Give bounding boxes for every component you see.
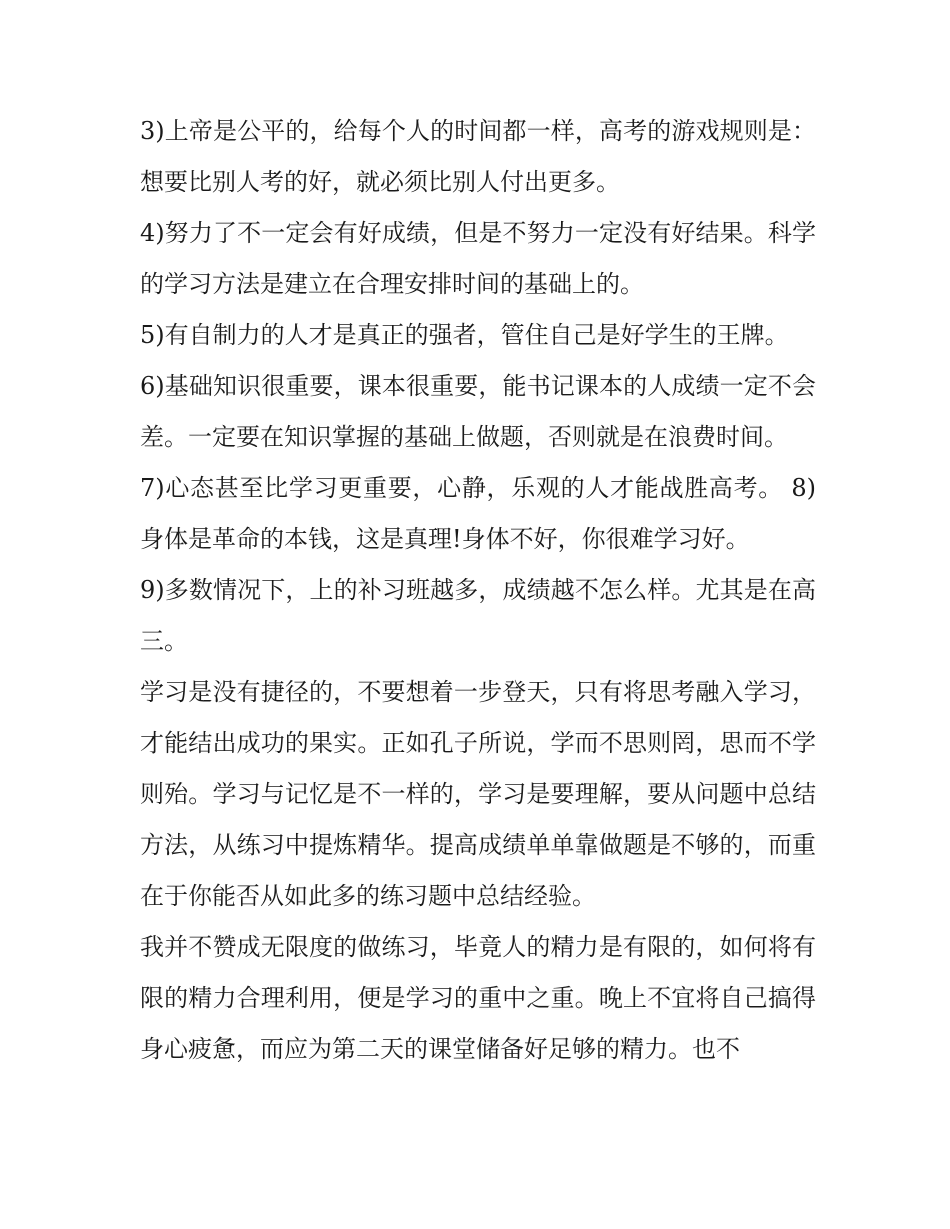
paragraph-item-6: 6)基础知识很重要，课本很重要，能书记课本的人成绩一定不会差。一定要在知识掌握的基础上做题，否则就是在浪费时间。 bbox=[140, 372, 816, 451]
paragraph-limited-energy: 我并不赞成无限度的做练习，毕竟人的精力是有限的，如何将有限的精力合理利用，便是学习的重中之重。晚上不宜将自己搞得身心疲惫，而应为第二天的课堂储备好足够的精力。也不 bbox=[140, 933, 816, 1063]
paragraph-item-4: 4)努力了不一定会有好成绩，但是不努力一定没有好结果。科学的学习方法是建立在合理安排时间的基础上的。 bbox=[140, 219, 816, 298]
paragraph-learning-no-shortcut: 学习是没有捷径的，不要想着一步登天，只有将思考融入学习，才能结出成功的果实。正如孔子所说，学而不思则罔，思而不学则殆。学习与记忆是不一样的，学习是要理解，要从问题中总结方法，从练习中提炼精华。提高成绩单单靠做题是不够的，而重在于你能否从如此多的练习题中总结经验。 bbox=[140, 678, 816, 910]
paragraph-item-5: 5)有自制力的人才是真正的强者，管住自己是好学生的王牌。 bbox=[140, 321, 789, 349]
paragraph-item-3: 3)上帝是公平的，给每个人的时间都一样，高考的游戏规则是：想要比别人考的好，就必须比别人付出更多。 bbox=[140, 117, 816, 196]
paragraph-item-9: 9)多数情况下，上的补习班越多，成绩越不怎么样。尤其是在高三。 bbox=[140, 576, 816, 655]
paragraph-item-7-8: 7)心态甚至比学习更重要，心静，乐观的人才能战胜高考。 8)身体是革命的本钱，这是真理!身体不好，你很难学习好。 bbox=[140, 474, 816, 553]
body-text bbox=[140, 106, 816, 1075]
